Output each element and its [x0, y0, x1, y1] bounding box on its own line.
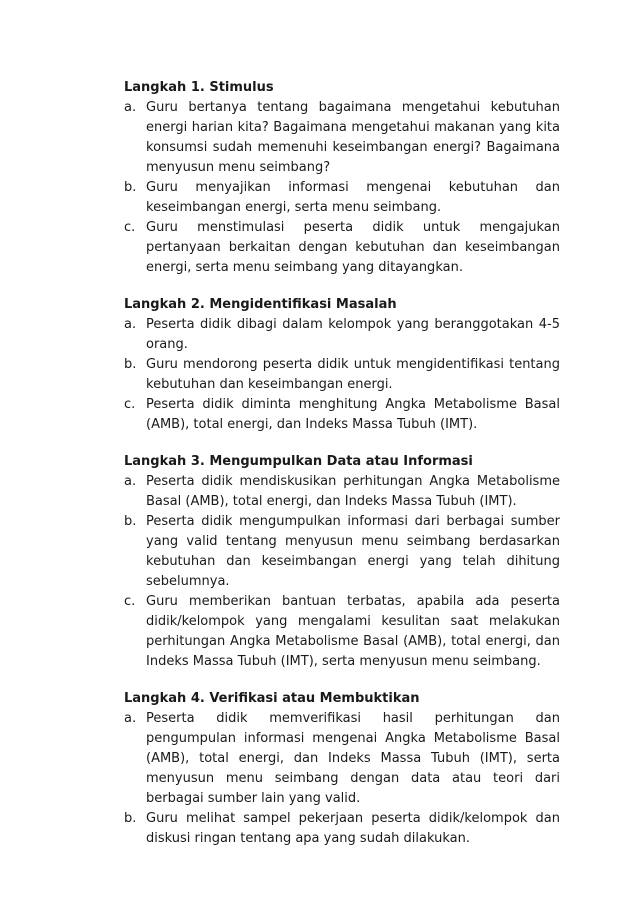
list-marker: c. [124, 397, 136, 412]
list-marker: a. [124, 474, 137, 489]
step-list [124, 709, 560, 849]
section-heading: Langkah 2. Mengidentifikasi Masalah [124, 297, 397, 312]
list-marker: a. [124, 100, 137, 115]
list-marker: c. [124, 594, 136, 609]
list-item-text: Guru menyajikan informasi mengenai kebutuhan dan keseimbangan energi, serta menu seimbang. [146, 180, 560, 215]
section-heading: Langkah 3. Mengumpulkan Data atau Informasi [124, 454, 473, 469]
list-marker: a. [124, 317, 137, 332]
list-marker: b. [124, 811, 137, 826]
list-item-text: Guru melihat sampel pekerjaan peserta didik/kelompok dan diskusi ringan tentang apa yang sudah dilakukan. [146, 811, 560, 846]
list-item [124, 709, 560, 809]
section-langkah-4 [124, 689, 560, 849]
document-page [124, 78, 560, 866]
section-heading: Langkah 4. Verifikasi atau Membuktikan [124, 691, 420, 706]
section-langkah-3 [124, 452, 560, 672]
list-item-text: Guru mendorong peserta didik untuk mengidentifikasi tentang kebutuhan dan keseimbangan energi. [146, 357, 560, 392]
list-item [124, 592, 560, 672]
list-item-text: Guru bertanya tentang bagaimana mengetahui kebutuhan energi harian kita? Bagaimana mengetahui makanan yang kita konsumsi sudah memenuhi keseimbangan energi? Bagaimana menyusun menu seimbang? [146, 100, 560, 175]
list-item-text: Peserta didik mengumpulkan informasi dari berbagai sumber yang valid tentang menyusun menu seimbang berdasarkan kebutuhan dan keseimbangan energi yang telah dihitung sebelumnya. [146, 514, 560, 589]
list-item-text: Peserta didik mendiskusikan perhitungan Angka Metabolisme Basal (AMB), total energi, dan Indeks Massa Tubuh (IMT). [146, 474, 560, 509]
list-item [124, 355, 560, 395]
list-marker: c. [124, 220, 136, 235]
list-item [124, 512, 560, 592]
list-marker: b. [124, 357, 137, 372]
list-item [124, 178, 560, 218]
list-marker: a. [124, 711, 137, 726]
step-list [124, 472, 560, 672]
list-item [124, 809, 560, 849]
list-item-text: Guru memberikan bantuan terbatas, apabila ada peserta didik/kelompok yang mengalami kesulitan saat melakukan perhitungan Angka Metabolisme Basal (AMB), total energi, dan Indeks Massa Tubuh (IMT), serta menyusun menu seimbang. [146, 594, 560, 669]
list-item [124, 395, 560, 435]
list-item [124, 98, 560, 178]
list-item [124, 218, 560, 278]
section-langkah-2 [124, 295, 560, 435]
list-item [124, 315, 560, 355]
list-marker: b. [124, 514, 137, 529]
list-item-text: Peserta didik memverifikasi hasil perhitungan dan pengumpulan informasi mengenai Angka Metabolisme Basal (AMB), total energi, dan Indeks Massa Tubuh (IMT), serta menyusun menu seimbang dengan data atau teori dari berbagai sumber lain yang valid. [146, 711, 560, 806]
list-item-text: Peserta didik diminta menghitung Angka Metabolisme Basal (AMB), total energi, dan Indeks Massa Tubuh (IMT). [146, 397, 560, 432]
step-list [124, 98, 560, 278]
list-marker: b. [124, 180, 137, 195]
list-item-text: Guru menstimulasi peserta didik untuk mengajukan pertanyaan berkaitan dengan kebutuhan dan keseimbangan energi, serta menu seimbang yang ditayangkan. [146, 220, 560, 275]
list-item [124, 472, 560, 512]
step-list [124, 315, 560, 435]
list-item-text: Peserta didik dibagi dalam kelompok yang beranggotakan 4-5 orang. [146, 317, 560, 352]
section-heading: Langkah 1. Stimulus [124, 80, 274, 95]
section-langkah-1 [124, 78, 560, 278]
